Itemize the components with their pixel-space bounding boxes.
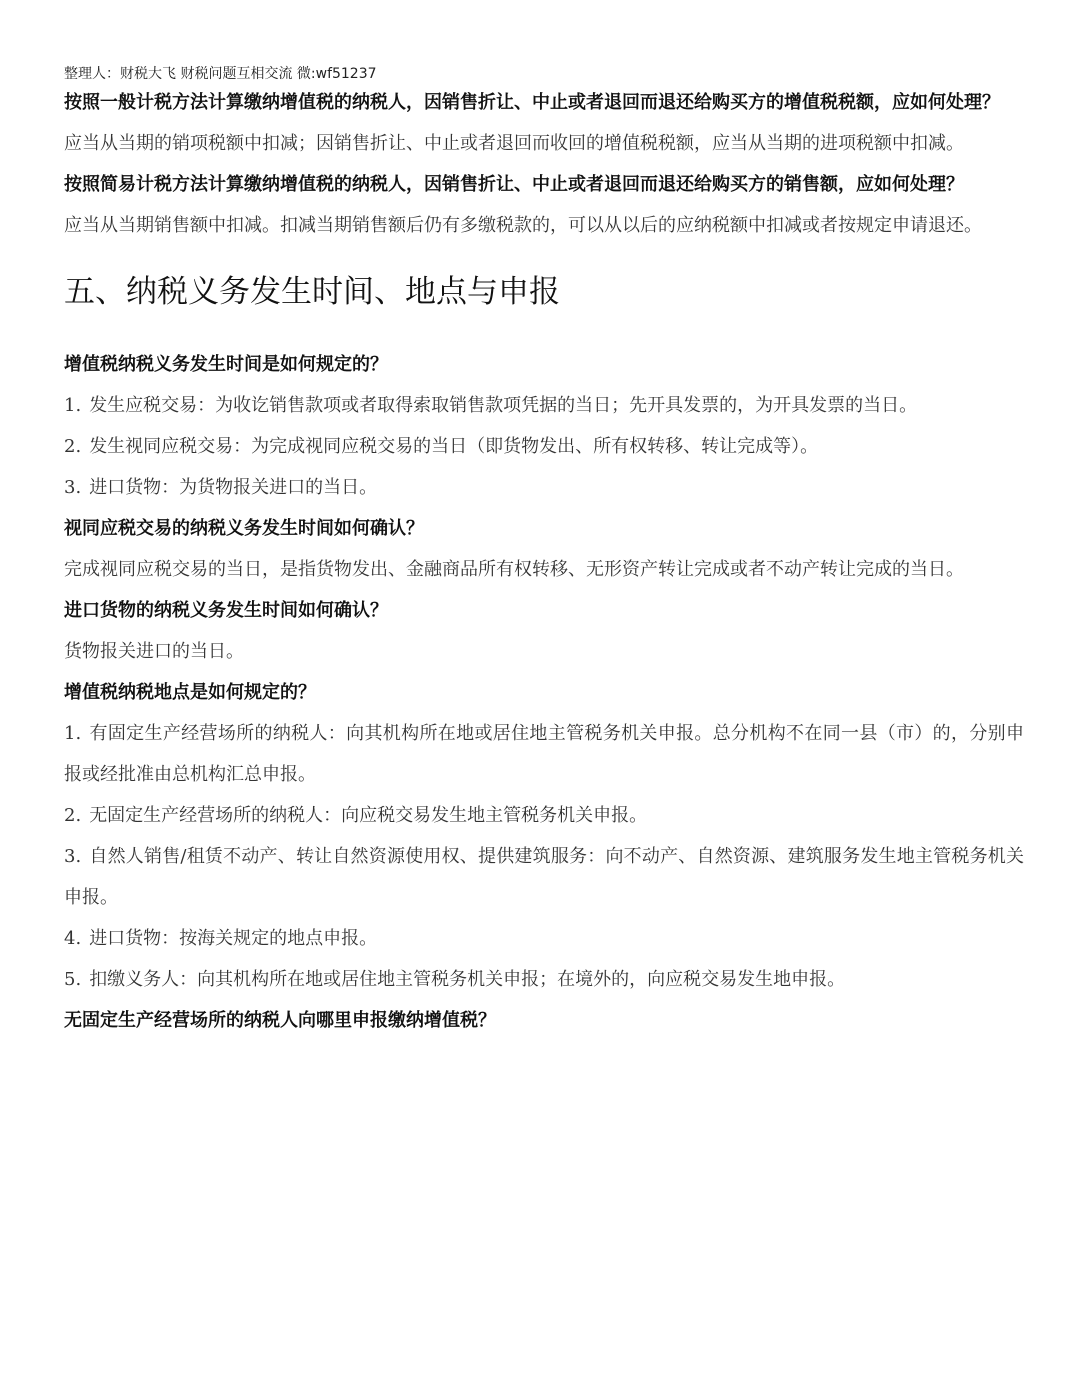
list-item: 2. 发生视同应税交易：为完成视同应税交易的当日（即货物发出、所有权转移、转让完成等）。 [64,436,819,457]
list-item: 1. 发生应税交易：为收讫销售款项或者取得索取销售款项凭据的当日；先开具发票的，为开具发票的当日。 [64,395,918,416]
answer-import-time: 货物报关进口的当日。 [64,641,244,662]
question-no-fixed-premises: 无固定生产经营场所的纳税人向哪里申报缴纳增值税？ [64,1010,496,1031]
question-tax-location: 增值税纳税地点是如何规定的？ [64,682,316,703]
question-simple-method-refund: 按照简易计税方法计算缴纳增值税的纳税人，因销售折让、中止或者退回而退还给购买方的销售额，应如何处理？ [64,174,964,195]
answer-general-method-refund: 应当从当期的销项税额中扣减；因销售折让、中止或者退回而收回的增值税税额，应当从当期的进项税额中扣减。 [64,133,964,154]
answer-simple-method-refund: 应当从当期销售额中扣减。扣减当期销售额后仍有多缴税款的，可以从以后的应纳税额中扣减或者按规定申请退还。 [64,215,982,236]
list-item: 5. 扣缴义务人：向其机构所在地或居住地主管税务机关申报；在境外的，向应税交易发生地申报。 [64,969,846,990]
section-title: 五、纳税义务发生时间、地点与申报 [64,274,560,310]
list-item: 3. 自然人销售/租赁不动产、转让自然资源使用权、提供建筑服务：向不动产、自然资源、建筑服务发生地主管税务机关申报。 [64,846,1024,908]
list-item: 1. 有固定生产经营场所的纳税人：向其机构所在地或居住地主管税务机关申报。总分机构不在同一县（市）的，分别申报或经批准由总机构汇总申报。 [64,723,1024,785]
question-import-time: 进口货物的纳税义务发生时间如何确认？ [64,600,388,621]
answer-deemed-transaction-time: 完成视同应税交易的当日，是指货物发出、金融商品所有权转移、无形资产转让完成或者不动产转让完成的当日。 [64,559,964,580]
question-general-method-refund: 按照一般计税方法计算缴纳增值税的纳税人，因销售折让、中止或者退回而退还给购买方的增值税税额，应如何处理？ [64,92,1000,113]
document-body [64,82,1024,1041]
list-item: 3. 进口货物：为货物报关进口的当日。 [64,477,378,498]
list-item: 4. 进口货物：按海关规定的地点申报。 [64,928,378,949]
list-item: 2. 无固定生产经营场所的纳税人：向应税交易发生地主管税务机关申报。 [64,805,648,826]
question-deemed-transaction-time: 视同应税交易的纳税义务发生时间如何确认？ [64,518,424,539]
page-header: 整理人：财税大飞 财税问题互相交流 微:wf51237 [64,66,377,82]
question-obligation-time: 增值税纳税义务发生时间是如何规定的？ [64,354,388,375]
